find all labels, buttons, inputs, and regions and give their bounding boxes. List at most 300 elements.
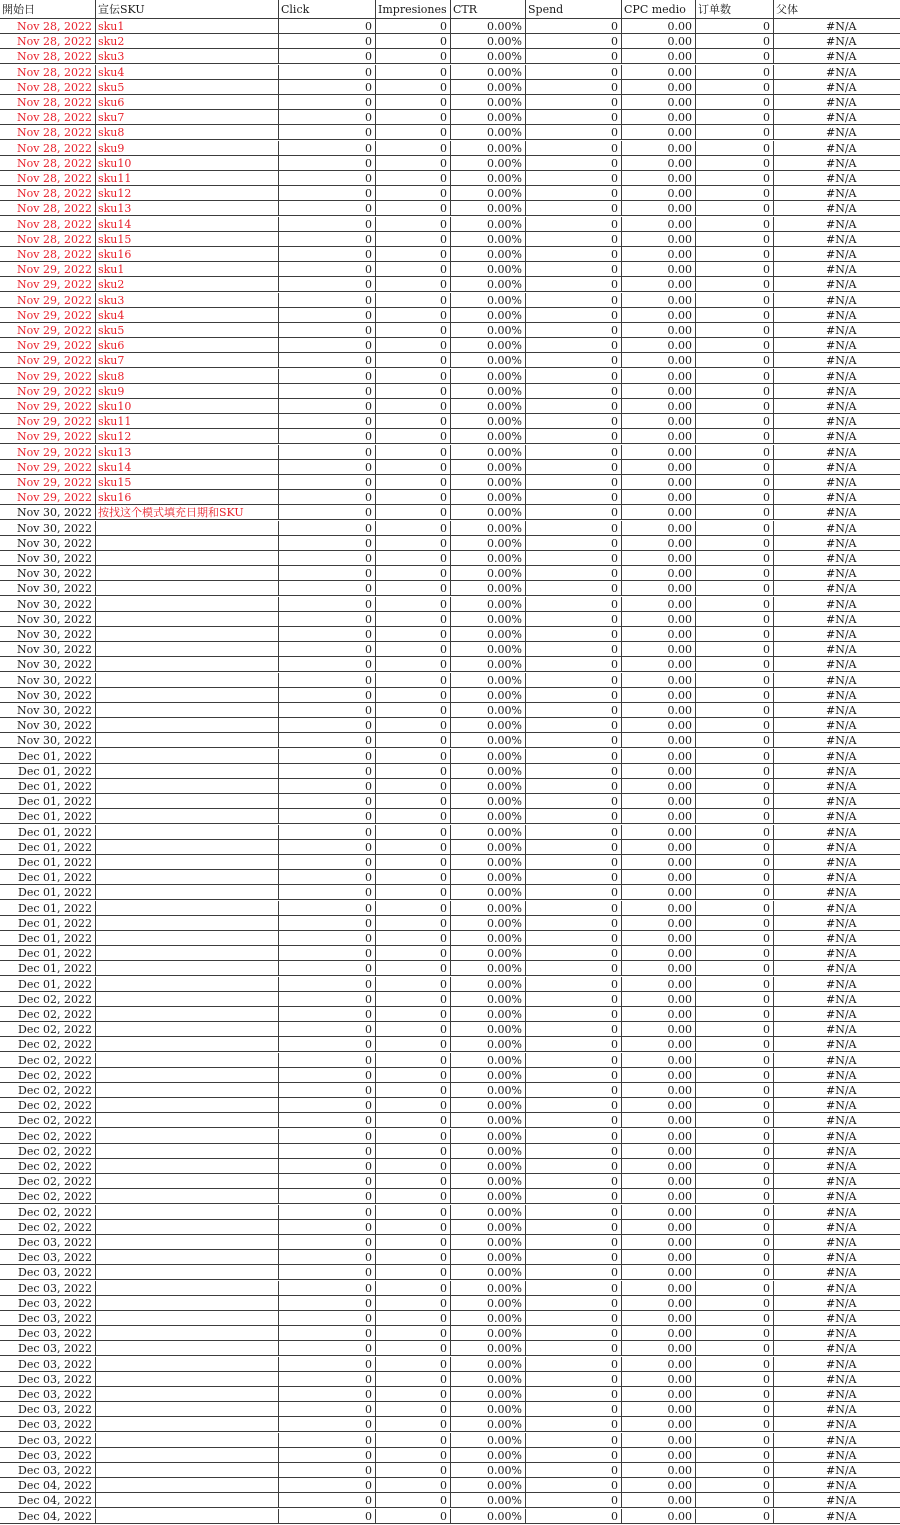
cell-start-date[interactable]: Nov 29, 2022 [0,277,96,292]
cell-click[interactable]: 0 [279,414,376,429]
cell-click[interactable]: 0 [279,1189,376,1204]
cell-spend[interactable]: 0 [526,1053,622,1068]
cell-start-date[interactable]: Nov 29, 2022 [0,353,96,368]
cell-ctr[interactable]: 0.00% [451,961,526,976]
cell-impresiones[interactable]: 0 [376,1144,451,1159]
cell-impresiones[interactable]: 0 [376,353,451,368]
cell-cpc-medio[interactable]: 0.00 [622,1205,696,1220]
cell-cpc-medio[interactable]: 0.00 [622,1007,696,1022]
cell-cpc-medio[interactable]: 0.00 [622,49,696,64]
cell-start-date[interactable]: Nov 28, 2022 [0,65,96,80]
cell-click[interactable]: 0 [279,1493,376,1508]
cell-ctr[interactable]: 0.00% [451,992,526,1007]
cell-sku[interactable]: sku3 [96,293,279,308]
cell-click[interactable]: 0 [279,1068,376,1083]
cell-orders[interactable]: 0 [696,642,774,657]
cell-cpc-medio[interactable]: 0.00 [622,809,696,824]
cell-cpc-medio[interactable]: 0.00 [622,825,696,840]
cell-orders[interactable]: 0 [696,293,774,308]
cell-cpc-medio[interactable]: 0.00 [622,718,696,733]
cell-ctr[interactable]: 0.00% [451,34,526,49]
cell-ctr[interactable]: 0.00% [451,1372,526,1387]
cell-parent[interactable] [774,992,900,1007]
cell-parent[interactable] [774,946,900,961]
cell-click[interactable]: 0 [279,612,376,627]
cell-parent[interactable] [774,19,900,34]
cell-orders[interactable]: 0 [696,779,774,794]
cell-orders[interactable]: 0 [696,217,774,232]
cell-click[interactable]: 0 [279,1433,376,1448]
cell-impresiones[interactable]: 0 [376,1250,451,1265]
cell-spend[interactable]: 0 [526,490,622,505]
cell-ctr[interactable]: 0.00% [451,1129,526,1144]
cell-orders[interactable]: 0 [696,1341,774,1356]
cell-sku[interactable] [96,885,279,900]
cell-sku[interactable] [96,1235,279,1250]
cell-parent[interactable] [774,673,900,688]
cell-cpc-medio[interactable]: 0.00 [622,1311,696,1326]
cell-cpc-medio[interactable]: 0.00 [622,1265,696,1280]
cell-orders[interactable]: 0 [696,870,774,885]
cell-ctr[interactable]: 0.00% [451,369,526,384]
cell-start-date[interactable]: Dec 01, 2022 [0,931,96,946]
cell-orders[interactable]: 0 [696,840,774,855]
cell-sku[interactable] [96,1509,279,1524]
cell-start-date[interactable]: Nov 30, 2022 [0,703,96,718]
cell-sku[interactable] [96,581,279,596]
cell-cpc-medio[interactable]: 0.00 [622,901,696,916]
cell-sku[interactable] [96,521,279,536]
cell-impresiones[interactable]: 0 [376,1326,451,1341]
cell-spend[interactable]: 0 [526,581,622,596]
cell-parent[interactable] [774,186,900,201]
cell-orders[interactable]: 0 [696,1402,774,1417]
cell-spend[interactable]: 0 [526,34,622,49]
cell-spend[interactable]: 0 [526,1235,622,1250]
cell-spend[interactable]: 0 [526,505,622,520]
cell-start-date[interactable]: Dec 03, 2022 [0,1402,96,1417]
cell-spend[interactable]: 0 [526,1493,622,1508]
cell-impresiones[interactable]: 0 [376,1417,451,1432]
cell-parent[interactable] [774,1007,900,1022]
cell-ctr[interactable]: 0.00% [451,1296,526,1311]
cell-sku[interactable] [96,1448,279,1463]
cell-click[interactable]: 0 [279,247,376,262]
cell-impresiones[interactable]: 0 [376,429,451,444]
cell-click[interactable]: 0 [279,764,376,779]
cell-ctr[interactable]: 0.00% [451,809,526,824]
cell-orders[interactable]: 0 [696,141,774,156]
header-orders[interactable]: 订单数 [696,0,774,19]
cell-orders[interactable]: 0 [696,1189,774,1204]
cell-impresiones[interactable]: 0 [376,293,451,308]
cell-ctr[interactable]: 0.00% [451,429,526,444]
cell-click[interactable]: 0 [279,1448,376,1463]
cell-impresiones[interactable]: 0 [376,80,451,95]
cell-impresiones[interactable]: 0 [376,1098,451,1113]
cell-ctr[interactable]: 0.00% [451,80,526,95]
cell-ctr[interactable]: 0.00% [451,1402,526,1417]
cell-ctr[interactable]: 0.00% [451,1068,526,1083]
cell-orders[interactable]: 0 [696,1281,774,1296]
cell-parent[interactable] [774,794,900,809]
cell-click[interactable]: 0 [279,521,376,536]
cell-spend[interactable]: 0 [526,1189,622,1204]
cell-cpc-medio[interactable]: 0.00 [622,992,696,1007]
cell-cpc-medio[interactable]: 0.00 [622,870,696,885]
cell-spend[interactable]: 0 [526,19,622,34]
header-start-date[interactable]: 開始日 [0,0,96,19]
cell-ctr[interactable]: 0.00% [451,125,526,140]
cell-click[interactable]: 0 [279,445,376,460]
cell-spend[interactable]: 0 [526,1037,622,1052]
cell-orders[interactable]: 0 [696,1265,774,1280]
cell-click[interactable]: 0 [279,429,376,444]
cell-start-date[interactable]: Nov 29, 2022 [0,429,96,444]
cell-orders[interactable]: 0 [696,961,774,976]
cell-orders[interactable]: 0 [696,353,774,368]
cell-spend[interactable]: 0 [526,460,622,475]
cell-start-date[interactable]: Dec 03, 2022 [0,1433,96,1448]
cell-parent[interactable] [774,247,900,262]
cell-sku[interactable] [96,566,279,581]
cell-start-date[interactable]: Dec 04, 2022 [0,1493,96,1508]
cell-orders[interactable]: 0 [696,977,774,992]
cell-cpc-medio[interactable]: 0.00 [622,247,696,262]
cell-sku[interactable] [96,1250,279,1265]
cell-cpc-medio[interactable]: 0.00 [622,1296,696,1311]
cell-click[interactable]: 0 [279,156,376,171]
cell-cpc-medio[interactable]: 0.00 [622,688,696,703]
cell-spend[interactable]: 0 [526,703,622,718]
cell-impresiones[interactable]: 0 [376,110,451,125]
cell-click[interactable]: 0 [279,551,376,566]
cell-parent[interactable] [774,156,900,171]
cell-spend[interactable]: 0 [526,1433,622,1448]
cell-click[interactable]: 0 [279,490,376,505]
cell-cpc-medio[interactable]: 0.00 [622,794,696,809]
cell-spend[interactable]: 0 [526,125,622,140]
cell-impresiones[interactable]: 0 [376,384,451,399]
cell-sku[interactable] [96,1068,279,1083]
cell-click[interactable]: 0 [279,141,376,156]
cell-ctr[interactable]: 0.00% [451,703,526,718]
cell-spend[interactable]: 0 [526,1417,622,1432]
cell-click[interactable]: 0 [279,840,376,855]
cell-ctr[interactable]: 0.00% [451,1053,526,1068]
cell-click[interactable]: 0 [279,931,376,946]
cell-click[interactable]: 0 [279,916,376,931]
cell-impresiones[interactable]: 0 [376,885,451,900]
cell-orders[interactable]: 0 [696,627,774,642]
cell-ctr[interactable]: 0.00% [451,308,526,323]
cell-parent[interactable] [774,1372,900,1387]
cell-cpc-medio[interactable]: 0.00 [622,293,696,308]
cell-click[interactable]: 0 [279,1281,376,1296]
cell-cpc-medio[interactable]: 0.00 [622,1478,696,1493]
cell-click[interactable]: 0 [279,1220,376,1235]
cell-parent[interactable] [774,809,900,824]
cell-start-date[interactable]: Dec 02, 2022 [0,1144,96,1159]
cell-ctr[interactable]: 0.00% [451,794,526,809]
cell-parent[interactable] [774,703,900,718]
cell-impresiones[interactable]: 0 [376,399,451,414]
cell-cpc-medio[interactable]: 0.00 [622,156,696,171]
cell-sku[interactable] [96,1478,279,1493]
cell-cpc-medio[interactable]: 0.00 [622,1037,696,1052]
cell-start-date[interactable]: Nov 28, 2022 [0,34,96,49]
cell-click[interactable]: 0 [279,1205,376,1220]
cell-ctr[interactable]: 0.00% [451,1478,526,1493]
cell-sku[interactable] [96,733,279,748]
cell-ctr[interactable]: 0.00% [451,855,526,870]
cell-impresiones[interactable]: 0 [376,946,451,961]
cell-start-date[interactable]: Nov 28, 2022 [0,217,96,232]
cell-orders[interactable]: 0 [696,885,774,900]
cell-sku[interactable] [96,1417,279,1432]
cell-sku[interactable]: sku3 [96,49,279,64]
cell-start-date[interactable]: Nov 30, 2022 [0,657,96,672]
cell-impresiones[interactable]: 0 [376,141,451,156]
cell-spend[interactable]: 0 [526,855,622,870]
cell-sku[interactable] [96,1129,279,1144]
cell-click[interactable]: 0 [279,855,376,870]
cell-ctr[interactable]: 0.00% [451,1250,526,1265]
cell-ctr[interactable]: 0.00% [451,156,526,171]
cell-orders[interactable]: 0 [696,1174,774,1189]
cell-ctr[interactable]: 0.00% [451,1387,526,1402]
cell-click[interactable]: 0 [279,673,376,688]
cell-spend[interactable]: 0 [526,1022,622,1037]
cell-spend[interactable]: 0 [526,1478,622,1493]
cell-click[interactable]: 0 [279,977,376,992]
cell-click[interactable]: 0 [279,597,376,612]
cell-ctr[interactable]: 0.00% [451,277,526,292]
cell-cpc-medio[interactable]: 0.00 [622,505,696,520]
cell-impresiones[interactable]: 0 [376,521,451,536]
cell-ctr[interactable]: 0.00% [451,1433,526,1448]
cell-spend[interactable]: 0 [526,262,622,277]
cell-click[interactable]: 0 [279,1250,376,1265]
cell-cpc-medio[interactable]: 0.00 [622,1281,696,1296]
cell-orders[interactable]: 0 [696,49,774,64]
cell-orders[interactable]: 0 [696,1053,774,1068]
cell-parent[interactable] [774,961,900,976]
cell-click[interactable]: 0 [279,1053,376,1068]
cell-sku[interactable] [96,779,279,794]
cell-impresiones[interactable]: 0 [376,809,451,824]
cell-spend[interactable]: 0 [526,718,622,733]
cell-click[interactable]: 0 [279,642,376,657]
cell-start-date[interactable]: Nov 28, 2022 [0,95,96,110]
cell-orders[interactable]: 0 [696,581,774,596]
cell-orders[interactable]: 0 [696,673,774,688]
cell-orders[interactable]: 0 [696,1113,774,1128]
cell-cpc-medio[interactable]: 0.00 [622,855,696,870]
cell-orders[interactable]: 0 [696,1448,774,1463]
cell-impresiones[interactable]: 0 [376,414,451,429]
cell-start-date[interactable]: Nov 30, 2022 [0,718,96,733]
cell-sku[interactable]: sku15 [96,232,279,247]
cell-cpc-medio[interactable]: 0.00 [622,399,696,414]
cell-cpc-medio[interactable]: 0.00 [622,1189,696,1204]
cell-parent[interactable] [774,840,900,855]
cell-orders[interactable]: 0 [696,1083,774,1098]
cell-ctr[interactable]: 0.00% [451,49,526,64]
cell-sku[interactable] [96,794,279,809]
cell-start-date[interactable]: Nov 30, 2022 [0,642,96,657]
cell-sku[interactable] [96,1387,279,1402]
cell-spend[interactable]: 0 [526,186,622,201]
cell-parent[interactable] [774,505,900,520]
cell-click[interactable]: 0 [279,961,376,976]
cell-start-date[interactable]: Dec 03, 2022 [0,1463,96,1478]
cell-cpc-medio[interactable]: 0.00 [622,1463,696,1478]
cell-orders[interactable]: 0 [696,1037,774,1052]
cell-click[interactable]: 0 [279,217,376,232]
cell-spend[interactable]: 0 [526,673,622,688]
cell-start-date[interactable]: Dec 01, 2022 [0,764,96,779]
cell-sku[interactable] [96,825,279,840]
cell-ctr[interactable]: 0.00% [451,749,526,764]
cell-orders[interactable]: 0 [696,308,774,323]
cell-ctr[interactable]: 0.00% [451,399,526,414]
cell-spend[interactable]: 0 [526,657,622,672]
cell-orders[interactable]: 0 [696,262,774,277]
cell-impresiones[interactable]: 0 [376,779,451,794]
cell-impresiones[interactable]: 0 [376,1402,451,1417]
cell-ctr[interactable]: 0.00% [451,1174,526,1189]
cell-start-date[interactable]: Dec 02, 2022 [0,1037,96,1052]
cell-parent[interactable] [774,1311,900,1326]
cell-ctr[interactable]: 0.00% [451,1448,526,1463]
cell-ctr[interactable]: 0.00% [451,1220,526,1235]
cell-cpc-medio[interactable]: 0.00 [622,414,696,429]
cell-start-date[interactable]: Nov 28, 2022 [0,125,96,140]
cell-cpc-medio[interactable]: 0.00 [622,34,696,49]
cell-orders[interactable]: 0 [696,65,774,80]
cell-impresiones[interactable]: 0 [376,961,451,976]
cell-impresiones[interactable]: 0 [376,612,451,627]
header-parent[interactable]: 父体 [774,0,900,19]
cell-ctr[interactable]: 0.00% [451,657,526,672]
cell-cpc-medio[interactable]: 0.00 [622,1220,696,1235]
cell-sku[interactable]: sku4 [96,308,279,323]
cell-sku[interactable] [96,916,279,931]
cell-parent[interactable] [774,369,900,384]
cell-orders[interactable]: 0 [696,1144,774,1159]
cell-click[interactable]: 0 [279,536,376,551]
cell-orders[interactable]: 0 [696,1235,774,1250]
cell-sku[interactable]: sku5 [96,323,279,338]
cell-cpc-medio[interactable]: 0.00 [622,186,696,201]
cell-start-date[interactable]: Nov 28, 2022 [0,49,96,64]
cell-start-date[interactable]: Dec 01, 2022 [0,749,96,764]
cell-orders[interactable]: 0 [696,338,774,353]
cell-sku[interactable] [96,718,279,733]
cell-ctr[interactable]: 0.00% [451,521,526,536]
cell-ctr[interactable]: 0.00% [451,1159,526,1174]
cell-parent[interactable] [774,779,900,794]
cell-ctr[interactable]: 0.00% [451,1311,526,1326]
cell-ctr[interactable]: 0.00% [451,916,526,931]
cell-sku[interactable] [96,1281,279,1296]
cell-start-date[interactable]: Nov 28, 2022 [0,171,96,186]
cell-impresiones[interactable]: 0 [376,19,451,34]
cell-orders[interactable]: 0 [696,1509,774,1524]
cell-sku[interactable] [96,536,279,551]
cell-parent[interactable] [774,338,900,353]
cell-orders[interactable]: 0 [696,201,774,216]
cell-start-date[interactable]: Nov 29, 2022 [0,399,96,414]
cell-sku[interactable] [96,673,279,688]
cell-cpc-medio[interactable]: 0.00 [622,308,696,323]
cell-ctr[interactable]: 0.00% [451,1007,526,1022]
cell-spend[interactable]: 0 [526,369,622,384]
cell-spend[interactable]: 0 [526,627,622,642]
cell-orders[interactable]: 0 [696,384,774,399]
cell-click[interactable]: 0 [279,749,376,764]
cell-sku[interactable] [96,977,279,992]
cell-start-date[interactable]: Nov 30, 2022 [0,597,96,612]
cell-ctr[interactable]: 0.00% [451,764,526,779]
cell-impresiones[interactable]: 0 [376,369,451,384]
cell-cpc-medio[interactable]: 0.00 [622,125,696,140]
cell-sku[interactable]: sku15 [96,475,279,490]
cell-cpc-medio[interactable]: 0.00 [622,1098,696,1113]
cell-impresiones[interactable]: 0 [376,825,451,840]
cell-start-date[interactable]: Dec 03, 2022 [0,1281,96,1296]
cell-ctr[interactable]: 0.00% [451,870,526,885]
cell-start-date[interactable]: Dec 02, 2022 [0,1205,96,1220]
cell-click[interactable]: 0 [279,1387,376,1402]
cell-spend[interactable]: 0 [526,1281,622,1296]
cell-sku[interactable]: 按找这个模式填充日期和SKU [96,505,279,520]
cell-ctr[interactable]: 0.00% [451,885,526,900]
cell-spend[interactable]: 0 [526,1326,622,1341]
cell-click[interactable]: 0 [279,1341,376,1356]
cell-ctr[interactable]: 0.00% [451,840,526,855]
cell-click[interactable]: 0 [279,779,376,794]
cell-sku[interactable]: sku12 [96,186,279,201]
cell-impresiones[interactable]: 0 [376,1022,451,1037]
cell-sku[interactable] [96,1098,279,1113]
cell-spend[interactable]: 0 [526,171,622,186]
cell-orders[interactable]: 0 [696,855,774,870]
cell-click[interactable]: 0 [279,581,376,596]
cell-start-date[interactable]: Nov 29, 2022 [0,445,96,460]
cell-orders[interactable]: 0 [696,80,774,95]
cell-cpc-medio[interactable]: 0.00 [622,65,696,80]
cell-spend[interactable]: 0 [526,566,622,581]
cell-click[interactable]: 0 [279,1144,376,1159]
cell-impresiones[interactable]: 0 [376,901,451,916]
cell-sku[interactable] [96,688,279,703]
cell-start-date[interactable]: Nov 30, 2022 [0,688,96,703]
cell-click[interactable]: 0 [279,460,376,475]
cell-spend[interactable]: 0 [526,536,622,551]
cell-orders[interactable]: 0 [696,110,774,125]
cell-cpc-medio[interactable]: 0.00 [622,946,696,961]
cell-orders[interactable]: 0 [696,1433,774,1448]
cell-spend[interactable]: 0 [526,1068,622,1083]
cell-start-date[interactable]: Nov 28, 2022 [0,186,96,201]
cell-parent[interactable] [774,1265,900,1280]
cell-impresiones[interactable]: 0 [376,1281,451,1296]
cell-parent[interactable] [774,1402,900,1417]
cell-start-date[interactable]: Nov 29, 2022 [0,323,96,338]
cell-spend[interactable]: 0 [526,551,622,566]
